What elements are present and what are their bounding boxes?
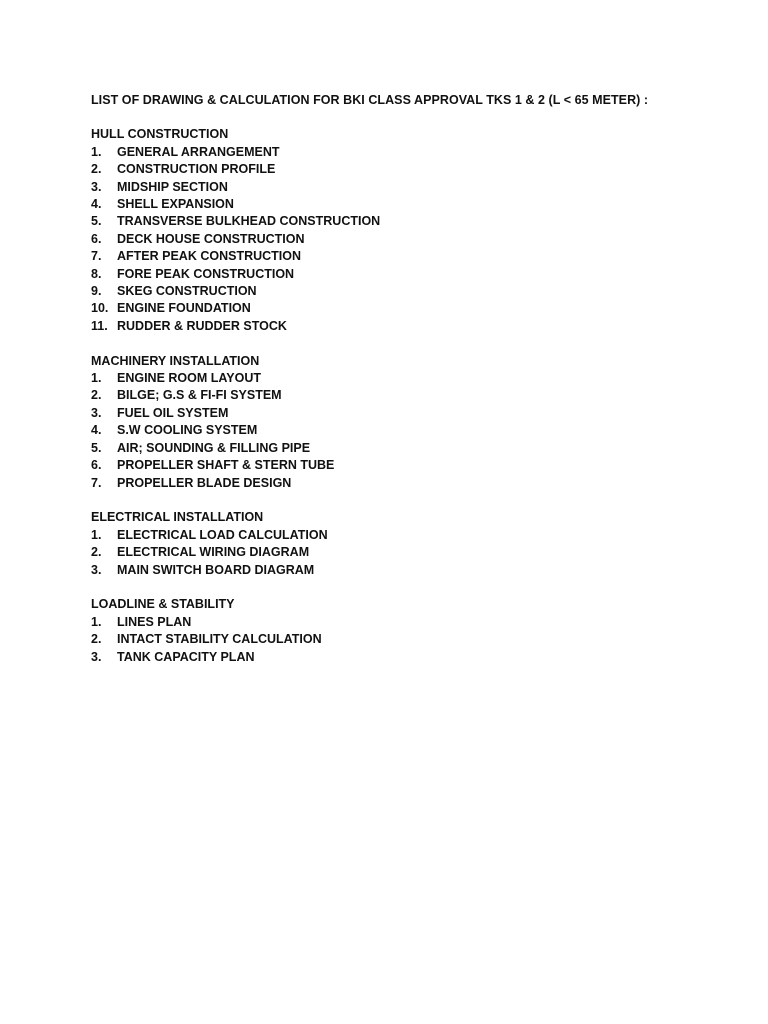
list-item (91, 318, 731, 335)
section-loadline-stability (91, 596, 731, 666)
item-number: 2. (91, 545, 102, 560)
item-number: 5. (91, 214, 102, 229)
list-item (91, 457, 731, 474)
item-number: 1. (91, 527, 102, 542)
item-number: 9. (91, 284, 102, 299)
list-item (91, 283, 731, 300)
item-number: 2. (91, 632, 102, 647)
list-item (91, 475, 731, 492)
list-item (91, 562, 731, 579)
list-item (91, 370, 731, 387)
list-item (91, 179, 731, 196)
section-heading: MACHINERY INSTALLATION (91, 353, 260, 368)
item-text: PROPELLER SHAFT & STERN TUBE (117, 458, 335, 473)
item-text: CONSTRUCTION PROFILE (117, 162, 276, 177)
section-heading: LOADLINE & STABILITY (91, 597, 235, 612)
section-machinery-installation (91, 353, 731, 492)
item-number: 1. (91, 371, 102, 386)
item-number: 1. (91, 614, 102, 629)
list-item (91, 248, 731, 265)
item-text: TRANSVERSE BULKHEAD CONSTRUCTION (117, 214, 381, 229)
section-heading: HULL CONSTRUCTION (91, 127, 229, 142)
list-item (91, 649, 731, 666)
item-number: 5. (91, 440, 102, 455)
item-number: 6. (91, 231, 102, 246)
list-item (91, 422, 731, 439)
item-number: 4. (91, 197, 102, 212)
item-text: S.W COOLING SYSTEM (117, 423, 258, 438)
section-heading: ELECTRICAL INSTALLATION (91, 510, 264, 525)
list-item (91, 405, 731, 422)
item-text: INTACT STABILITY CALCULATION (117, 632, 322, 647)
item-text: LINES PLAN (117, 614, 192, 629)
item-number: 3. (91, 649, 102, 664)
item-text: ENGINE FOUNDATION (117, 301, 251, 316)
item-text: AFTER PEAK CONSTRUCTION (117, 249, 302, 264)
list-item (91, 213, 731, 230)
item-number: 8. (91, 266, 102, 281)
item-text: SHELL EXPANSION (117, 197, 234, 212)
list-item (91, 196, 731, 213)
section-hull-construction (91, 126, 731, 335)
item-text: DECK HOUSE CONSTRUCTION (117, 231, 305, 246)
item-text: TANK CAPACITY PLAN (117, 649, 255, 664)
item-text: GENERAL ARRANGEMENT (117, 144, 280, 159)
item-number: 7. (91, 475, 102, 490)
list-item (91, 440, 731, 457)
item-number: 2. (91, 162, 102, 177)
item-text: MAIN SWITCH BOARD DIAGRAM (117, 562, 315, 577)
list-item (91, 300, 731, 317)
list-item (91, 544, 731, 561)
item-number: 6. (91, 458, 102, 473)
item-number: 7. (91, 249, 102, 264)
item-number: 11. (91, 318, 108, 333)
document-title: LIST OF DRAWING & CALCULATION FOR BKI CLASS APPROVAL TKS 1 & 2 (L < 65 METER) : (91, 93, 649, 107)
list-item (91, 161, 731, 178)
item-number: 4. (91, 423, 102, 438)
item-text: SKEG CONSTRUCTION (117, 284, 257, 299)
item-text: FUEL OIL SYSTEM (117, 405, 229, 420)
item-text: PROPELLER BLADE DESIGN (117, 475, 292, 490)
section-electrical-installation (91, 509, 731, 579)
list-item (91, 144, 731, 161)
item-text: MIDSHIP SECTION (117, 179, 228, 194)
item-text: BILGE; G.S & FI-FI SYSTEM (117, 388, 282, 403)
item-number: 2. (91, 388, 102, 403)
list-item (91, 527, 731, 544)
item-number: 1. (91, 144, 102, 159)
item-text: ELECTRICAL WIRING DIAGRAM (117, 545, 310, 560)
list-item (91, 614, 731, 631)
item-number: 3. (91, 405, 102, 420)
list-item (91, 631, 731, 648)
document-page (91, 92, 731, 683)
list-item (91, 231, 731, 248)
list-item (91, 266, 731, 283)
item-text: ELECTRICAL LOAD CALCULATION (117, 527, 328, 542)
item-number: 3. (91, 562, 102, 577)
item-text: AIR; SOUNDING & FILLING PIPE (117, 440, 311, 455)
item-number: 10. (91, 301, 109, 316)
item-text: ENGINE ROOM LAYOUT (117, 371, 261, 386)
item-number: 3. (91, 179, 102, 194)
item-text: RUDDER & RUDDER STOCK (117, 318, 287, 333)
list-item (91, 387, 731, 404)
item-text: FORE PEAK CONSTRUCTION (117, 266, 295, 281)
